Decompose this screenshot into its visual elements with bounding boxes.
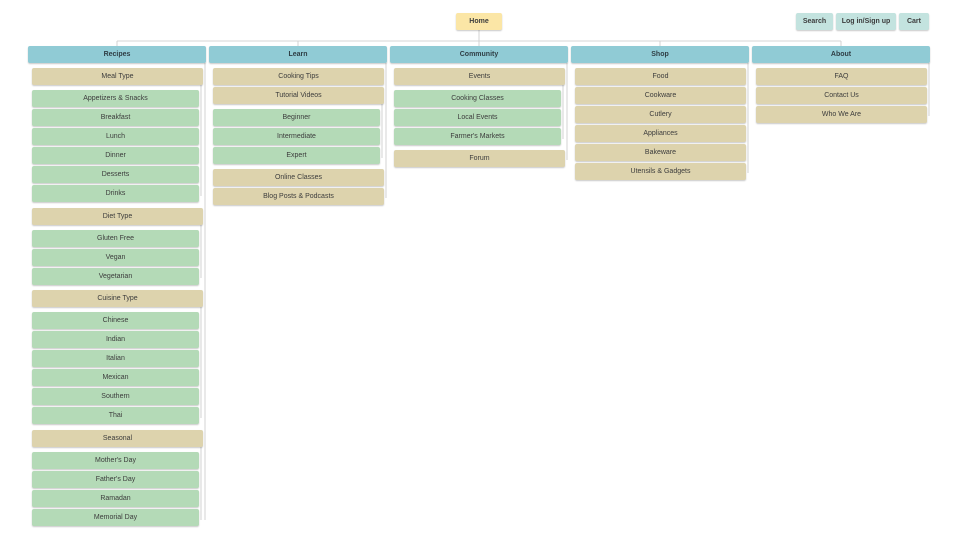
group-cuisine-type[interactable]: Cuisine Type <box>32 290 203 307</box>
item-southern[interactable]: Southern <box>32 388 199 405</box>
item-thai[interactable]: Thai <box>32 407 199 424</box>
group-online-classes[interactable]: Online Classes <box>213 169 384 186</box>
category-shop[interactable]: Shop <box>571 46 749 63</box>
group-seasonal[interactable]: Seasonal <box>32 430 203 447</box>
search-button[interactable]: Search <box>796 13 833 30</box>
group-utensils-gadgets[interactable]: Utensils & Gadgets <box>575 163 746 180</box>
item-farmers-markets[interactable]: Farmer's Markets <box>394 128 561 145</box>
item-gluten-free[interactable]: Gluten Free <box>32 230 199 247</box>
cart-button[interactable]: Cart <box>899 13 929 30</box>
group-food[interactable]: Food <box>575 68 746 85</box>
item-memorial-day[interactable]: Memorial Day <box>32 509 199 526</box>
group-faq[interactable]: FAQ <box>756 68 927 85</box>
category-recipes[interactable]: Recipes <box>28 46 206 63</box>
category-about[interactable]: About <box>752 46 930 63</box>
item-dinner[interactable]: Dinner <box>32 147 199 164</box>
item-cooking-classes[interactable]: Cooking Classes <box>394 90 561 107</box>
group-who-we-are[interactable]: Who We Are <box>756 106 927 123</box>
item-ramadan[interactable]: Ramadan <box>32 490 199 507</box>
login-signup-button[interactable]: Log in/Sign up <box>836 13 896 30</box>
item-local-events[interactable]: Local Events <box>394 109 561 126</box>
group-diet-type[interactable]: Diet Type <box>32 208 203 225</box>
group-appliances[interactable]: Appliances <box>575 125 746 142</box>
group-forum[interactable]: Forum <box>394 150 565 167</box>
home-node[interactable]: Home <box>456 13 502 30</box>
group-cutlery[interactable]: Cutlery <box>575 106 746 123</box>
item-indian[interactable]: Indian <box>32 331 199 348</box>
item-desserts[interactable]: Desserts <box>32 166 199 183</box>
item-italian[interactable]: Italian <box>32 350 199 367</box>
item-expert[interactable]: Expert <box>213 147 380 164</box>
category-community[interactable]: Community <box>390 46 568 63</box>
group-bakeware[interactable]: Bakeware <box>575 144 746 161</box>
item-appetizers-snacks[interactable]: Appetizers & Snacks <box>32 90 199 107</box>
item-chinese[interactable]: Chinese <box>32 312 199 329</box>
item-drinks[interactable]: Drinks <box>32 185 199 202</box>
item-vegetarian[interactable]: Vegetarian <box>32 268 199 285</box>
group-cookware[interactable]: Cookware <box>575 87 746 104</box>
group-tutorial-videos[interactable]: Tutorial Videos <box>213 87 384 104</box>
group-events[interactable]: Events <box>394 68 565 85</box>
group-meal-type[interactable]: Meal Type <box>32 68 203 85</box>
group-contact-us[interactable]: Contact Us <box>756 87 927 104</box>
item-vegan[interactable]: Vegan <box>32 249 199 266</box>
item-beginner[interactable]: Beginner <box>213 109 380 126</box>
item-lunch[interactable]: Lunch <box>32 128 199 145</box>
item-mexican[interactable]: Mexican <box>32 369 199 386</box>
item-breakfast[interactable]: Breakfast <box>32 109 199 126</box>
item-mothers-day[interactable]: Mother's Day <box>32 452 199 469</box>
item-fathers-day[interactable]: Father's Day <box>32 471 199 488</box>
item-intermediate[interactable]: Intermediate <box>213 128 380 145</box>
category-learn[interactable]: Learn <box>209 46 387 63</box>
group-cooking-tips[interactable]: Cooking Tips <box>213 68 384 85</box>
group-blog-posts-podcasts[interactable]: Blog Posts & Podcasts <box>213 188 384 205</box>
